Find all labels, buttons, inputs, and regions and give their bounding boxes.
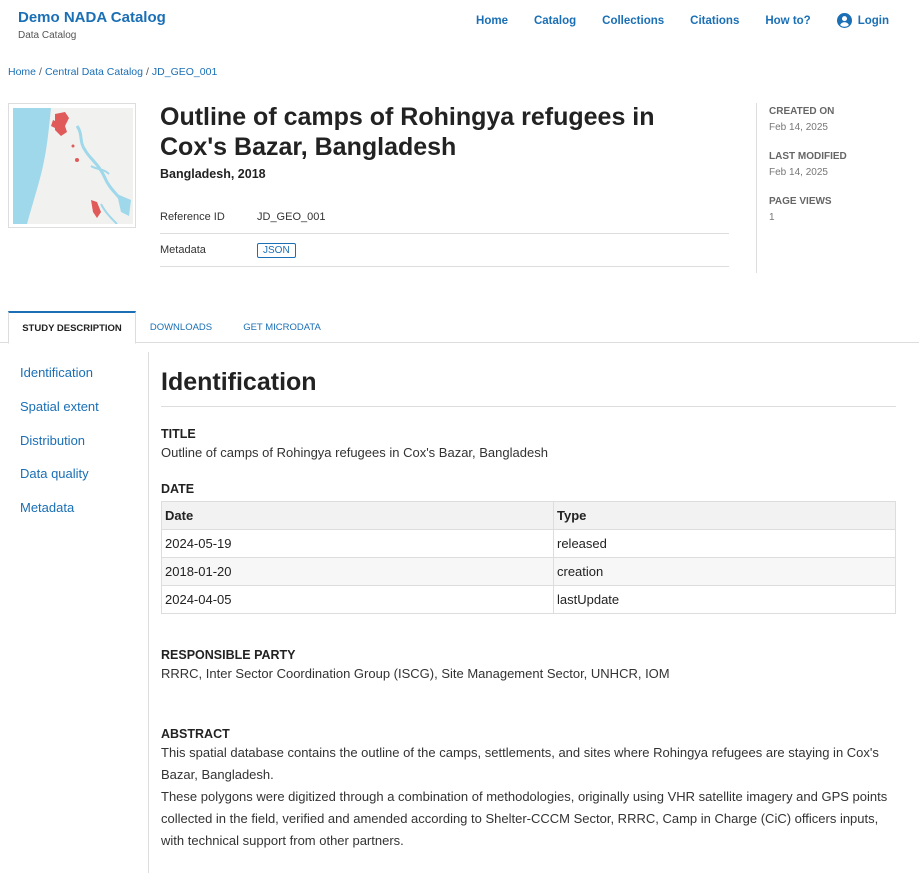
sidenav-identification[interactable]: Identification bbox=[20, 365, 93, 380]
tab-downloads[interactable]: DOWNLOADS bbox=[149, 321, 213, 333]
reference-label: Reference ID bbox=[160, 211, 225, 223]
sidenav-spatial-extent[interactable]: Spatial extent bbox=[20, 399, 99, 414]
sidenav-metadata[interactable]: Metadata bbox=[20, 500, 75, 515]
study-tabs bbox=[0, 311, 919, 343]
column-header-date: Date bbox=[162, 502, 554, 530]
created-label: CREATED ON bbox=[769, 106, 835, 117]
abstract-paragraph-1: This spatial database contains the outline of the camps, settlements, and sites where Rohingya refugees are staying in Cox's Bazar, Bangladesh. bbox=[161, 745, 879, 782]
abstract-paragraph-2: These polygons were digitized through a combination of methodologies, originally using VHR satellite imagery and GPS points collected in the field, verified and amended according to Shelter-CCCM Sector, RRRC, Camp in Charge (CiC) officers inputs, with technical support from other partners. bbox=[161, 789, 888, 848]
study-thumbnail[interactable] bbox=[8, 103, 136, 228]
map-thumbnail-image bbox=[13, 108, 133, 224]
column-header-type: Type bbox=[554, 502, 896, 530]
main-nav bbox=[450, 13, 889, 28]
nav-how-to[interactable]: How to? bbox=[765, 14, 811, 27]
date-field-label: DATE bbox=[161, 482, 195, 496]
user-circle-icon bbox=[837, 13, 852, 28]
table-header-row bbox=[162, 502, 896, 530]
metadata-label: Metadata bbox=[160, 244, 206, 256]
brand-subtitle: Data Catalog bbox=[18, 30, 77, 41]
section-sidenav bbox=[0, 352, 149, 873]
sidenav-distribution[interactable]: Distribution bbox=[20, 433, 86, 448]
section-title: Identification bbox=[161, 368, 896, 407]
table-row bbox=[162, 558, 896, 586]
table-row bbox=[162, 586, 896, 614]
page-title: Outline of camps of Rohingya refugees in Cox's Bazar, Bangladesh bbox=[160, 103, 655, 161]
table-cell-date: 2018-01-20 bbox=[162, 558, 554, 586]
modified-label: LAST MODIFIED bbox=[769, 151, 847, 162]
brand-title[interactable]: Demo NADA Catalog bbox=[18, 9, 166, 26]
nav-catalog[interactable]: Catalog bbox=[533, 14, 577, 27]
date-table bbox=[161, 501, 896, 614]
views-value: 1 bbox=[769, 212, 775, 223]
nav-citations[interactable]: Citations bbox=[690, 14, 740, 27]
breadcrumb-home[interactable]: Home bbox=[8, 66, 37, 78]
title-field-value: Outline of camps of Rohingya refugees in Cox's Bazar, Bangladesh bbox=[161, 445, 548, 460]
study-subtitle: Bangladesh, 2018 bbox=[160, 167, 266, 181]
meta-row-reference bbox=[160, 201, 729, 234]
nav-collections[interactable]: Collections bbox=[602, 14, 665, 27]
login-button[interactable] bbox=[837, 13, 889, 28]
nav-home[interactable]: Home bbox=[476, 14, 508, 27]
modified-value: Feb 14, 2025 bbox=[769, 167, 828, 178]
meta-row-metadata bbox=[160, 234, 729, 267]
created-value: Feb 14, 2025 bbox=[769, 122, 828, 133]
party-field-value: RRRC, Inter Sector Coordination Group (ISCG), Site Management Sector, UNHCR, IOM bbox=[161, 666, 670, 681]
party-field-label: RESPONSIBLE PARTY bbox=[161, 648, 296, 662]
sidenav-data-quality[interactable]: Data quality bbox=[20, 466, 89, 481]
abstract-field-label: ABSTRACT bbox=[161, 727, 230, 741]
table-cell-type: released bbox=[554, 530, 896, 558]
views-label: PAGE VIEWS bbox=[769, 196, 832, 207]
tab-get-microdata[interactable]: GET MICRODATA bbox=[243, 321, 321, 333]
table-cell-type: lastUpdate bbox=[554, 586, 896, 614]
login-label: Login bbox=[857, 14, 889, 27]
table-cell-date: 2024-04-05 bbox=[162, 586, 554, 614]
study-stats bbox=[756, 103, 916, 273]
table-cell-date: 2024-05-19 bbox=[162, 530, 554, 558]
breadcrumb: Home / Central Data Catalog / JD_GEO_001 bbox=[8, 66, 218, 78]
main-content bbox=[161, 368, 896, 852]
tab-study-description[interactable]: STUDY DESCRIPTION bbox=[8, 311, 136, 344]
breadcrumb-current[interactable]: JD_GEO_001 bbox=[151, 66, 218, 78]
table-cell-type: creation bbox=[554, 558, 896, 586]
json-metadata-button[interactable]: JSON bbox=[257, 243, 296, 258]
breadcrumb-catalog[interactable]: Central Data Catalog bbox=[44, 66, 143, 78]
study-meta bbox=[160, 201, 729, 267]
site-header bbox=[0, 0, 919, 50]
title-field-label: TITLE bbox=[161, 427, 196, 441]
reference-value: JD_GEO_001 bbox=[257, 211, 326, 223]
table-row bbox=[162, 530, 896, 558]
